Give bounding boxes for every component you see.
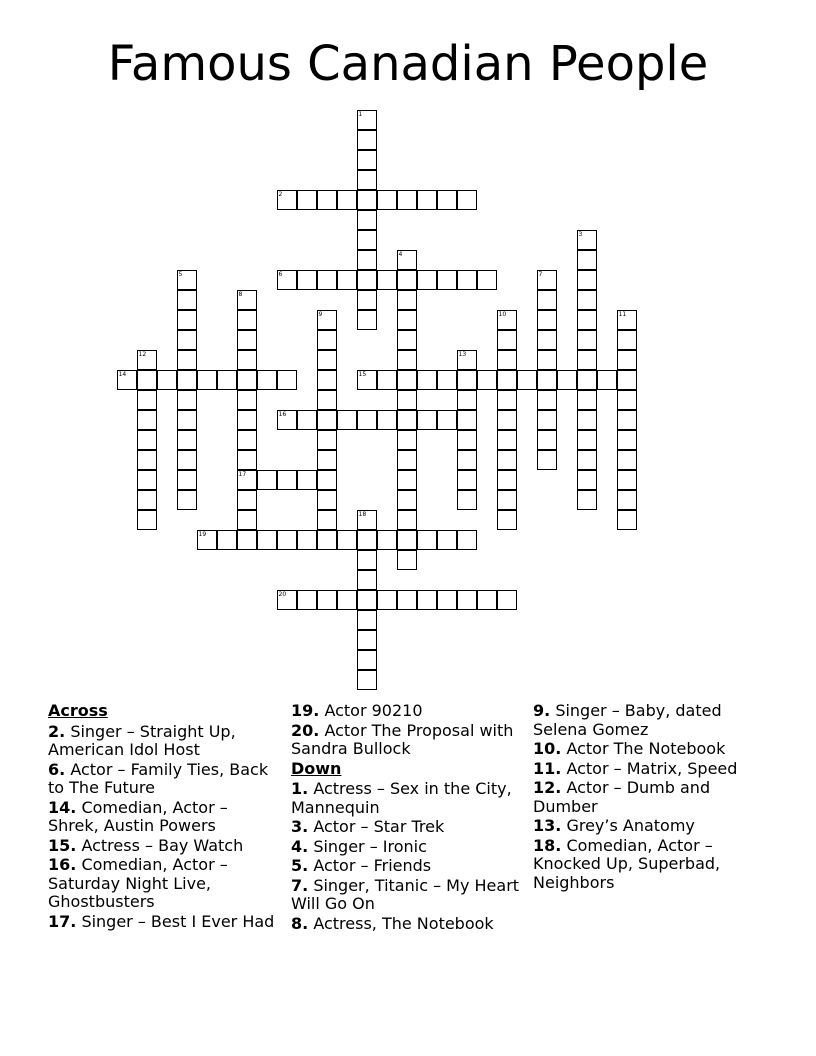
- grid-cell[interactable]: [617, 350, 637, 370]
- grid-cell[interactable]: [477, 270, 497, 290]
- grid-cell[interactable]: [137, 490, 157, 510]
- clue-number: 12: [138, 350, 147, 358]
- grid-cell[interactable]: [537, 450, 557, 470]
- grid-cell[interactable]: [397, 190, 417, 210]
- grid-cell[interactable]: [517, 370, 537, 390]
- grid-cell[interactable]: [337, 530, 357, 550]
- grid-cell[interactable]: [277, 270, 297, 290]
- grid-cell[interactable]: [357, 210, 377, 230]
- grid-cell[interactable]: [557, 370, 577, 390]
- grid-cell[interactable]: [217, 530, 237, 550]
- grid-cell[interactable]: [357, 650, 377, 670]
- grid-cell[interactable]: [417, 410, 437, 430]
- grid-cell[interactable]: [577, 490, 597, 510]
- grid-cell[interactable]: [297, 590, 317, 610]
- grid-cell[interactable]: [357, 610, 377, 630]
- grid-cell[interactable]: [177, 390, 197, 410]
- grid-cell[interactable]: [457, 350, 477, 370]
- grid-cell[interactable]: [577, 370, 597, 390]
- grid-cell[interactable]: [617, 430, 637, 450]
- grid-cell[interactable]: [237, 390, 257, 410]
- clue-number: 3: [578, 230, 583, 238]
- grid-cell[interactable]: [617, 490, 637, 510]
- clue-number: 10: [498, 310, 507, 318]
- grid-cell[interactable]: [237, 350, 257, 370]
- grid-cell[interactable]: [237, 490, 257, 510]
- grid-cell[interactable]: [177, 270, 197, 290]
- grid-cell[interactable]: [357, 590, 377, 610]
- grid-cell[interactable]: [317, 350, 337, 370]
- grid-cell[interactable]: [617, 410, 637, 430]
- clue-number: 9: [318, 310, 323, 318]
- grid-cell[interactable]: [357, 630, 377, 650]
- clue-number: 20: [278, 590, 287, 598]
- clue-number: 11: [618, 310, 627, 318]
- grid-cell[interactable]: [537, 430, 557, 450]
- grid-cell[interactable]: [477, 370, 497, 390]
- grid-cell[interactable]: [337, 590, 357, 610]
- grid-cell[interactable]: [357, 190, 377, 210]
- grid-cell[interactable]: [177, 450, 197, 470]
- grid-cell[interactable]: [137, 390, 157, 410]
- grid-cell[interactable]: [417, 590, 437, 610]
- grid-cell[interactable]: [197, 370, 217, 390]
- grid-cell[interactable]: [377, 590, 397, 610]
- grid-cell[interactable]: [397, 250, 417, 270]
- grid-cell[interactable]: [617, 310, 637, 330]
- grid-cell[interactable]: [537, 290, 557, 310]
- grid-cell[interactable]: [397, 370, 417, 390]
- grid-cell[interactable]: [537, 410, 557, 430]
- grid-cell[interactable]: [577, 290, 597, 310]
- grid-cell[interactable]: [197, 530, 217, 550]
- grid-cell[interactable]: [137, 450, 157, 470]
- grid-cell[interactable]: [317, 390, 337, 410]
- clue-across-19: 19. Actor 90210: [291, 701, 423, 720]
- clues-column-3: [533, 702, 773, 893]
- grid-cell[interactable]: [497, 510, 517, 530]
- grid-cell[interactable]: [577, 330, 597, 350]
- grid-cell[interactable]: [397, 590, 417, 610]
- grid-cell[interactable]: [357, 130, 377, 150]
- grid-cell[interactable]: [297, 470, 317, 490]
- grid-cell[interactable]: [357, 530, 377, 550]
- clue-number: 17: [238, 470, 247, 478]
- grid-cell[interactable]: [457, 590, 477, 610]
- grid-cell[interactable]: [357, 510, 377, 530]
- grid-cell[interactable]: [537, 310, 557, 330]
- grid-cell[interactable]: [397, 310, 417, 330]
- grid-cell[interactable]: [297, 410, 317, 430]
- grid-cell[interactable]: [277, 590, 297, 610]
- grid-cell[interactable]: [337, 270, 357, 290]
- grid-cell[interactable]: [397, 390, 417, 410]
- grid-cell[interactable]: [377, 190, 397, 210]
- grid-cell[interactable]: [397, 350, 417, 370]
- grid-cell[interactable]: [577, 390, 597, 410]
- grid-cell[interactable]: [457, 490, 477, 510]
- clue-down-1: 1. Actress – Sex in the City, Mannequin: [291, 779, 512, 817]
- grid-cell[interactable]: [457, 470, 477, 490]
- grid-cell[interactable]: [497, 590, 517, 610]
- grid-cell[interactable]: [357, 410, 377, 430]
- grid-cell[interactable]: [537, 270, 557, 290]
- grid-cell[interactable]: [357, 150, 377, 170]
- clue-down-10: 10. Actor The Notebook: [533, 739, 726, 758]
- grid-cell[interactable]: [397, 290, 417, 310]
- grid-cell[interactable]: [357, 550, 377, 570]
- grid-cell[interactable]: [317, 370, 337, 390]
- grid-cell[interactable]: [137, 410, 157, 430]
- clue-across-2: 2. Singer – Straight Up, American Idol Host: [48, 721, 236, 759]
- grid-cell[interactable]: [137, 370, 157, 390]
- clue-down-4: 4. Singer – Ironic: [291, 836, 427, 856]
- grid-cell[interactable]: [377, 530, 397, 550]
- grid-cell[interactable]: [457, 390, 477, 410]
- grid-cell[interactable]: [177, 370, 197, 390]
- grid-cell[interactable]: [297, 270, 317, 290]
- grid-cell[interactable]: [257, 530, 277, 550]
- grid-cell[interactable]: [537, 330, 557, 350]
- grid-cell[interactable]: [317, 430, 337, 450]
- clue-number: 18: [358, 510, 367, 518]
- page-title: Famous Canadian People: [107, 36, 709, 92]
- grid-cell[interactable]: [357, 570, 377, 590]
- grid-cell[interactable]: [237, 310, 257, 330]
- grid-cell[interactable]: [397, 550, 417, 570]
- clue-number: 16: [278, 410, 287, 418]
- grid-cell[interactable]: [597, 370, 617, 390]
- clue-down-7: 7. Singer, Titanic – My Heart Will Go On: [291, 875, 520, 913]
- grid-cell[interactable]: [357, 290, 377, 310]
- grid-cell[interactable]: [337, 190, 357, 210]
- grid-cell[interactable]: [497, 350, 517, 370]
- grid-cell[interactable]: [177, 430, 197, 450]
- grid-cell[interactable]: [317, 270, 337, 290]
- grid-cell[interactable]: [377, 410, 397, 430]
- clue-across-14: 14. Comedian, Actor – Shrek, Austin Powers: [48, 797, 228, 835]
- clue-down-11: 11. Actor – Matrix, Speed: [533, 758, 738, 778]
- grid-cell[interactable]: [377, 270, 397, 290]
- grid-cell[interactable]: [617, 470, 637, 490]
- grid-cell[interactable]: [537, 390, 557, 410]
- grid-cell[interactable]: [577, 350, 597, 370]
- clue-number: 4: [398, 250, 403, 258]
- grid-cell[interactable]: [397, 270, 417, 290]
- grid-cell[interactable]: [137, 350, 157, 370]
- clue-down-5: 5. Actor – Friends: [291, 856, 432, 875]
- clue-across-16: 16. Comedian, Actor – Saturday Night Live, Ghostbusters: [48, 855, 228, 911]
- grid-cell[interactable]: [317, 510, 337, 530]
- clues-column-1: [48, 702, 278, 932]
- grid-cell[interactable]: [577, 470, 597, 490]
- grid-cell[interactable]: [177, 350, 197, 370]
- clue-down-3: 3. Actor – Star Trek: [291, 817, 445, 836]
- grid-cell[interactable]: [617, 390, 637, 410]
- clue-number: 7: [538, 270, 543, 278]
- grid-cell[interactable]: [577, 310, 597, 330]
- grid-cell[interactable]: [477, 590, 497, 610]
- grid-cell[interactable]: [537, 370, 557, 390]
- grid-cell[interactable]: [417, 270, 437, 290]
- grid-cell[interactable]: [257, 470, 277, 490]
- grid-cell[interactable]: [397, 410, 417, 430]
- clue-across-6: 6. Actor – Family Ties, Back to The Future: [48, 759, 269, 797]
- grid-cell[interactable]: [437, 370, 457, 390]
- grid-cell[interactable]: [277, 190, 297, 210]
- clue-number: 15: [358, 370, 367, 378]
- clue-number: 5: [178, 270, 183, 278]
- grid-cell[interactable]: [137, 430, 157, 450]
- clue-down-9: 9. Singer – Baby, dated Selena Gomez: [533, 701, 722, 739]
- grid-cell[interactable]: [397, 510, 417, 530]
- grid-cell[interactable]: [457, 430, 477, 450]
- grid-cell[interactable]: [617, 450, 637, 470]
- grid-cell[interactable]: [317, 310, 337, 330]
- grid-cell[interactable]: [237, 530, 257, 550]
- grid-cell[interactable]: [237, 330, 257, 350]
- grid-cell[interactable]: [497, 310, 517, 330]
- grid-cell[interactable]: [177, 470, 197, 490]
- grid-cell[interactable]: [457, 370, 477, 390]
- grid-cell[interactable]: [237, 430, 257, 450]
- grid-cell[interactable]: [397, 330, 417, 350]
- grid-cell[interactable]: [277, 370, 297, 390]
- grid-cell[interactable]: [457, 450, 477, 470]
- grid-cell[interactable]: [537, 350, 557, 370]
- clue-across-17: 17. Singer – Best I Ever Had: [48, 911, 275, 931]
- clue-number: 6: [278, 270, 283, 278]
- clues-column-2: [291, 702, 521, 934]
- grid-cell[interactable]: [137, 510, 157, 530]
- grid-cell[interactable]: [617, 330, 637, 350]
- grid-cell[interactable]: [317, 330, 337, 350]
- grid-cell[interactable]: [417, 530, 437, 550]
- grid-cell[interactable]: [277, 410, 297, 430]
- grid-cell[interactable]: [497, 470, 517, 490]
- grid-cell[interactable]: [497, 390, 517, 410]
- grid-cell[interactable]: [357, 370, 377, 390]
- grid-cell[interactable]: [457, 530, 477, 550]
- grid-cell[interactable]: [357, 250, 377, 270]
- clue-down-12: 12. Actor – Dumb and Dumber: [533, 778, 711, 816]
- grid-cell[interactable]: [437, 590, 457, 610]
- clue-number: 8: [238, 290, 243, 298]
- grid-cell[interactable]: [617, 510, 637, 530]
- grid-cell[interactable]: [397, 530, 417, 550]
- grid-cell[interactable]: [317, 470, 337, 490]
- grid-cell[interactable]: [237, 290, 257, 310]
- grid-cell[interactable]: [357, 270, 377, 290]
- grid-cell[interactable]: [237, 370, 257, 390]
- grid-cell[interactable]: [117, 370, 137, 390]
- grid-cell[interactable]: [317, 590, 337, 610]
- clue-number: 2: [278, 190, 283, 198]
- grid-cell[interactable]: [277, 470, 297, 490]
- grid-cell[interactable]: [357, 170, 377, 190]
- grid-cell[interactable]: [497, 450, 517, 470]
- clue-down-8: 8. Actress, The Notebook: [291, 913, 494, 933]
- down-heading: Down: [291, 758, 342, 778]
- clue-across-20: 20. Actor The Proposal with Sandra Bullock: [291, 720, 514, 758]
- grid-cell[interactable]: [437, 270, 457, 290]
- grid-cell[interactable]: [257, 370, 277, 390]
- clue-number: 1: [358, 110, 363, 118]
- grid-cell[interactable]: [337, 410, 357, 430]
- grid-cell[interactable]: [357, 230, 377, 250]
- clue-number: 14: [118, 370, 127, 378]
- grid-cell[interactable]: [397, 450, 417, 470]
- grid-cell[interactable]: [577, 250, 597, 270]
- grid-cell[interactable]: [177, 290, 197, 310]
- grid-cell[interactable]: [177, 410, 197, 430]
- grid-cell[interactable]: [217, 370, 237, 390]
- grid-cell[interactable]: [437, 190, 457, 210]
- grid-cell[interactable]: [397, 430, 417, 450]
- grid-cell[interactable]: [397, 490, 417, 510]
- grid-cell[interactable]: [457, 190, 477, 210]
- grid-cell[interactable]: [157, 370, 177, 390]
- grid-cell[interactable]: [497, 490, 517, 510]
- across-heading: Across: [48, 701, 108, 720]
- grid-cell[interactable]: [177, 310, 197, 330]
- grid-cell[interactable]: [417, 370, 437, 390]
- clue-number: 19: [198, 530, 207, 538]
- clue-down-18: 18. Comedian, Actor – Knocked Up, Superbad, Neighbors: [533, 835, 721, 892]
- grid-cell[interactable]: [237, 510, 257, 530]
- grid-cell[interactable]: [317, 190, 337, 210]
- grid-cell[interactable]: [297, 530, 317, 550]
- grid-cell[interactable]: [497, 330, 517, 350]
- grid-cell[interactable]: [237, 470, 257, 490]
- grid-cell[interactable]: [277, 530, 297, 550]
- grid-cell[interactable]: [417, 190, 437, 210]
- grid-cell[interactable]: [437, 530, 457, 550]
- grid-cell[interactable]: [237, 410, 257, 430]
- clue-across-15: 15. Actress – Bay Watch: [48, 835, 244, 855]
- grid-cell[interactable]: [317, 450, 337, 470]
- grid-cell[interactable]: [317, 410, 337, 430]
- grid-cell[interactable]: [617, 370, 637, 390]
- clue-number: 13: [458, 350, 467, 358]
- grid-cell[interactable]: [577, 270, 597, 290]
- grid-cell[interactable]: [397, 470, 417, 490]
- grid-cell[interactable]: [357, 310, 377, 330]
- grid-cell[interactable]: [297, 190, 317, 210]
- grid-cell[interactable]: [437, 410, 457, 430]
- grid-cell[interactable]: [137, 470, 157, 490]
- grid-cell[interactable]: [497, 410, 517, 430]
- grid-cell[interactable]: [357, 670, 377, 690]
- grid-cell[interactable]: [377, 370, 397, 390]
- grid-cell[interactable]: [577, 230, 597, 250]
- grid-cell[interactable]: [237, 450, 257, 470]
- grid-cell[interactable]: [457, 410, 477, 430]
- grid-cell[interactable]: [177, 490, 197, 510]
- grid-cell[interactable]: [317, 530, 337, 550]
- grid-cell[interactable]: [177, 330, 197, 350]
- grid-cell[interactable]: [357, 110, 377, 130]
- grid-cell[interactable]: [577, 430, 597, 450]
- grid-cell[interactable]: [317, 490, 337, 510]
- grid-cell[interactable]: [577, 450, 597, 470]
- grid-cell[interactable]: [577, 410, 597, 430]
- grid-cell[interactable]: [497, 370, 517, 390]
- grid-cell[interactable]: [457, 270, 477, 290]
- grid-cell[interactable]: [497, 430, 517, 450]
- clue-down-13: 13. Grey’s Anatomy: [533, 816, 695, 835]
